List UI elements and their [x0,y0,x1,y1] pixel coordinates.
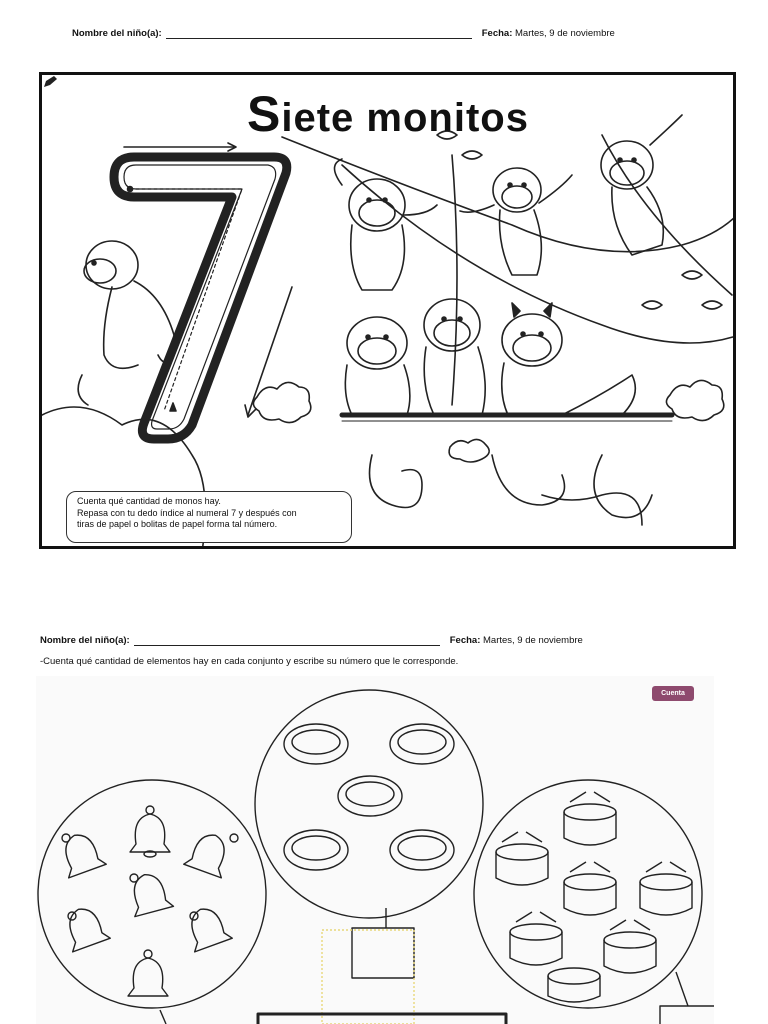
name-label: Nombre del niño(a): [72,28,162,39]
page1-header [72,28,615,39]
seven-monkeys-card [39,72,736,549]
monkey-icon [460,168,572,275]
instruction-line-1: Cuenta qué cantidad de monos hay. [77,496,221,506]
date-value: Martes, 9 de noviembre [483,635,583,646]
exercise-instruction: -Cuenta qué cantidad de elementos hay en cada conjunto y escribe su número que le corresponde. [40,656,459,667]
monkey-icon [335,159,438,290]
instruction-box [66,491,352,543]
instruction-line-3: tiras de papel o bolitas de papel forma tal número. [77,519,278,529]
monkey-icon [502,303,636,415]
counting-worksheet [36,676,714,1024]
date-value: Martes, 9 de noviembre [515,28,615,39]
name-field-line[interactable] [166,29,472,39]
title-initial: S [247,86,282,142]
date-label: Fecha: [449,635,481,646]
monkey-icon [345,317,410,415]
name-field-line[interactable] [134,636,440,646]
title-rest: iete monitos [281,96,529,140]
cuenta-badge: Cuenta [652,686,694,701]
instruction-line-2: Repasa con tu dedo índice al numeral 7 y después con [77,507,297,518]
card-title [247,85,529,143]
name-label: Nombre del niño(a): [40,635,130,646]
numeral-seven [114,157,287,439]
page2-header [40,635,583,646]
card-illustration [42,75,736,549]
date-label: Fecha: [481,28,513,39]
pencil-icon [42,75,58,89]
